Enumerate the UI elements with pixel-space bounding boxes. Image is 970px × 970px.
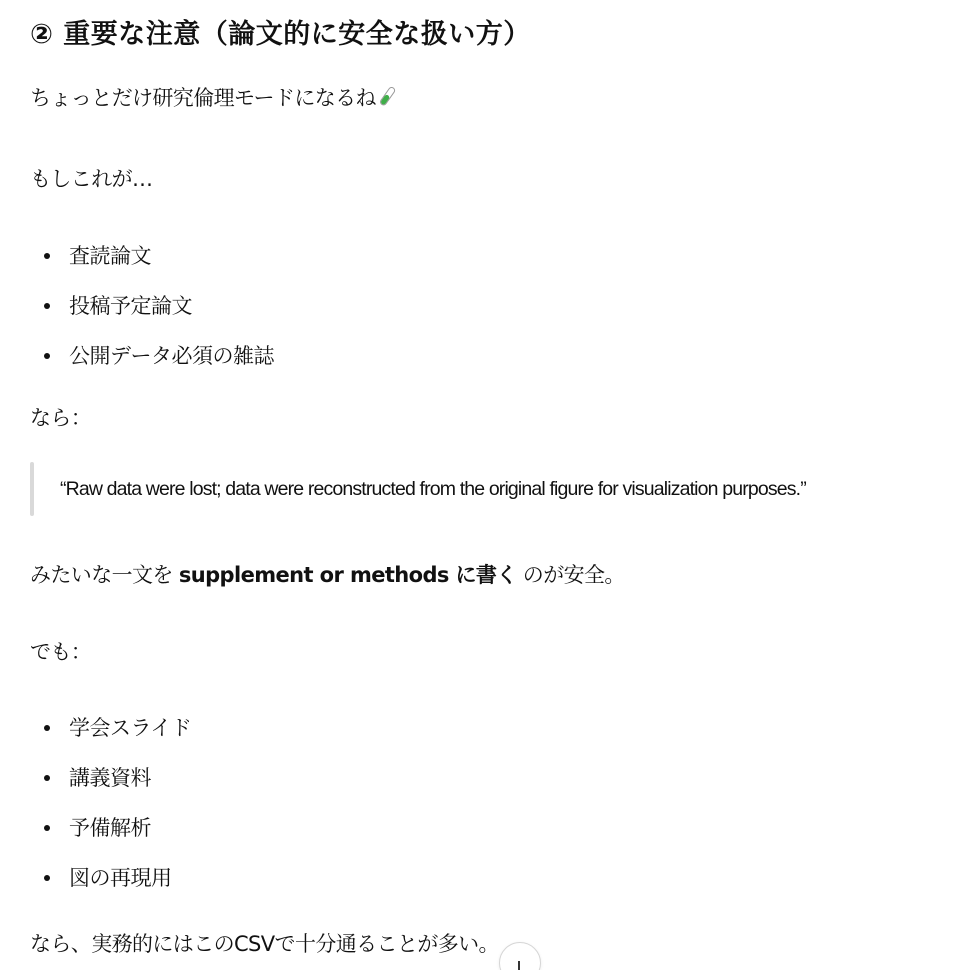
quote-bar [30,462,34,516]
list-item [30,864,191,914]
advice-prefix: みたいな一文を [30,563,179,587]
test-tube-icon [378,86,396,115]
list-item [30,292,274,342]
intro-label: ちょっとだけ研究倫理モードになるね [30,86,376,110]
list-item-label: 公開データ必須の雑誌 [69,344,274,368]
bullet [44,725,50,731]
bullet [44,303,50,309]
list-item-label: 学会スライド [69,716,192,740]
arrow-down-icon [518,961,520,970]
publication-list [30,242,274,392]
list-item [30,814,191,864]
usage-list [30,714,191,914]
condition-text: もしこれが… [30,167,153,191]
list-item [30,342,274,392]
advice-text [30,561,625,589]
conclusion-text: なら、実務的にはこのCSVで十分通ることが多い。 [30,932,499,956]
bullet [44,825,50,831]
quote-text: “Raw data were lost; data were reconstructed from the original figure for visualization purposes.” [60,478,806,500]
list-item [30,242,274,292]
bullet [44,775,50,781]
advice-bold: supplement or methods に書く [178,563,517,587]
but-text: でも： [30,640,92,664]
list-item-label: 査読論文 [69,244,151,268]
advice-suffix: のが安全。 [516,563,625,587]
list-item-label: 予備解析 [69,816,151,840]
then-text: なら： [30,406,92,430]
bullet [44,875,50,881]
list-item [30,764,191,814]
intro-text [30,84,396,115]
bullet [44,353,50,359]
section-heading: ② 重要な注意（論文的に安全な扱い方） [30,19,531,50]
list-item [30,714,191,764]
bullet [44,253,50,259]
list-item-label: 図の再現用 [69,866,172,890]
blockquote [30,462,960,516]
list-item-label: 講義資料 [69,766,151,790]
scroll-to-bottom-button[interactable] [499,942,541,970]
list-item-label: 投稿予定論文 [69,294,192,318]
